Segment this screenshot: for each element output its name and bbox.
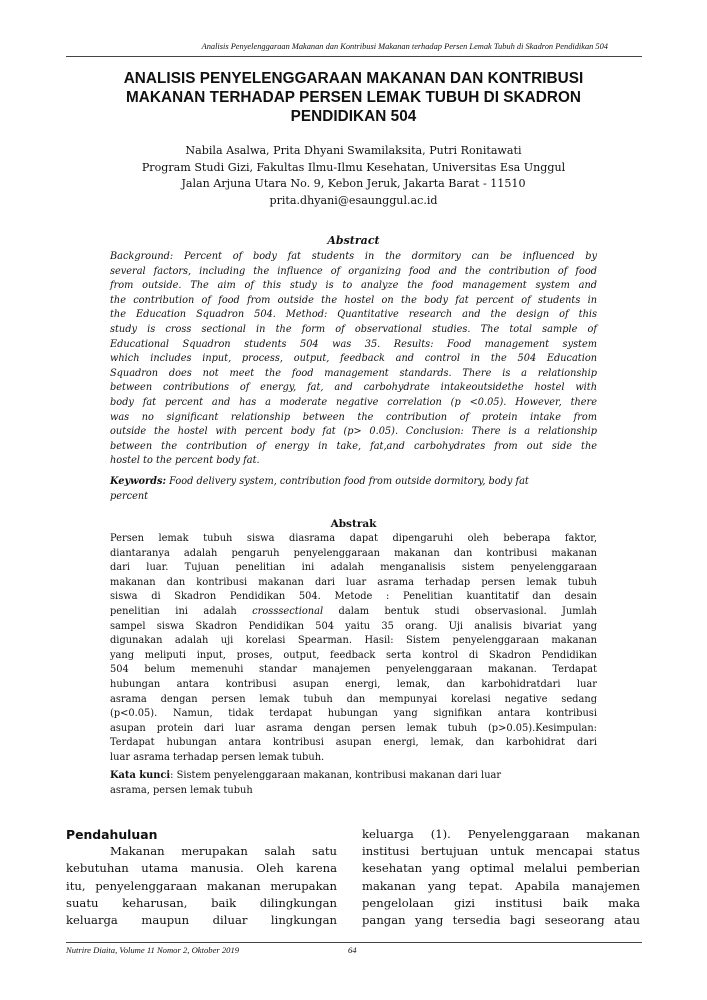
abstrak-text: dalam bentuk studi observasional. Jumlah [323,605,597,617]
abstract-body [110,250,597,469]
abstract-line: study is cross sectional in the form of observational studies. The total sample of [110,323,597,335]
body-line: makanan yang tepat. Apabila manajemen [362,878,640,893]
author-address: Jalan Arjuna Utara No. 9, Kebon Jeruk, Jakarta Barat - 11510 [181,177,526,190]
abstract-line: was no significant relationship between the contribution of protein intake from [110,411,597,423]
abstrak-text: penelitian ini adalah [110,605,253,617]
intro-left-column [66,826,337,929]
author-names: Nabila Asalwa, Prita Dhyani Swamilaksita, Putri Ronitawati [185,144,522,157]
abstract-line: outside the hostel with percent body fat (p> 0.05). Conclusion: There is a relationship [110,426,597,438]
abstrak-line: digunakan adalah uji korelasi Spearman. Hasil: Sistem penyelenggaraan makanan [110,635,597,647]
abstract-line: from outside. The aim of this study is to analyze the food management system and [110,280,597,292]
abstrak-italic-term: crosssectional [252,605,324,617]
abstrak-line: luar asrama terhadap persen lemak tubuh. [110,751,325,763]
body-line: itu, penyelenggaraan makanan merupakan [66,878,337,893]
body-line: kesehatan yang optimal melalui pemberian [362,861,640,876]
abstrak-line: (p<0.05). Namun, tidak terdapat hubungan yang signifikan antara kontribusi [110,708,597,720]
keywords-line: percent [110,490,149,502]
abstrak-line: asupan protein dari luar asrama dengan persen lemak tubuh (p>0.05).Kesimpulan: [110,722,597,734]
title-line: MAKANAN TERHADAP PERSEN LEMAK TUBUH DI SKADRON [126,89,581,106]
abstract-line: between the contribution of energy in take, fat,and carbohydrates from out side the [110,440,597,452]
abstrak-line: siswa di Skadron Pendidikan 504. Metode : Penelitian kuantitatif dan desain [110,591,597,603]
abstrak-line [110,605,597,620]
abstrak-line: makanan dan kontribusi makanan dari luar asrama terhadap persen lemak tubuh [110,576,597,588]
keywords-line [110,475,597,490]
keywords [110,475,597,504]
running-header: Analisis Penyelenggaraan Makanan dan Kontribusi Makanan terhadap Persen Lemak Tubuh di Skadron Pendidikan 504 [201,42,608,51]
abstract-line: the Education Squadron 504. Method: Quantitative research and the design of this [110,309,597,321]
abstrak-body [110,532,597,766]
body-line: Makanan merupakan salah satu [110,844,337,859]
body-line: kebutuhan utama manusia. Oleh karena [66,861,337,876]
abstract-line: which includes input, process, output, feedback and control in the 504 Education [110,353,597,365]
kata-kunci [110,769,597,798]
page-number: 64 [348,945,357,955]
kata-kunci-label: Kata kunci [110,770,171,781]
abstrak-line: dari luar. Tujuan penelitian ini adalah menganalisis sistem penyelenggaraan [110,562,597,574]
body-line: pengelolaan gizi institusi baik maka [362,895,640,910]
body-line: pangan yang tersedia bagi seseorang atau [362,913,640,928]
author-block [70,143,637,209]
abstrak-line: diantaranya adalah pengaruh penyelenggaraan makanan dan kontribusi makanan [110,547,597,559]
title-line: PENDIDIKAN 504 [290,108,417,125]
title-line: ANALISIS PENYELENGGARAAN MAKANAN DAN KONTRIBUSI [123,70,584,87]
abstrak-line: Terdapat hubungan antara kontribusi asupan energi, lemak, dan karbohidrat dari [110,737,597,749]
abstrak-line: hubungan antara kontribusi asupan energi, lemak, dan karbohidratdari luar [110,678,597,690]
journal-footer: Nutrire Diaita, Volume 11 Nomor 2, Oktober 2019 [66,945,240,955]
abstrak-line: asrama dengan persen lemak tubuh dan mempunyai korelasi negative sedang [110,693,597,705]
intro-right-column [362,826,640,929]
abstract-line: Background: Percent of body fat students in the dormitory can be influenced by [110,251,597,262]
body-line: suatu keharusan, baik dilingkungan [66,895,337,910]
header-rule [66,56,642,57]
keywords-label: Keywords: [110,476,167,487]
body-line: keluarga maupun diluar lingkungan [66,913,337,928]
footer-rule [66,942,642,943]
abstrak-line: Persen lemak tubuh siswa diasrama dapat dipengaruhi oleh beberapa faktor, [110,533,597,544]
body-line: institusi bertujuan untuk mencapai status [362,844,640,859]
abstract-line: Squadron does not meet the food management standards. There is a relationship [110,367,597,379]
abstract-line: between contributions of energy, fat, and carbohydrate intakeoutsidethe hostel with [110,382,597,394]
abstract-line: Educational Squadron students 504 was 35. Results: Food management system [110,338,597,350]
body-line: keluarga (1). Penyelenggaraan makanan [362,827,640,841]
abstrak-line: sampel siswa Skadron Pendidikan 504 yaitu 35 orang. Uji analisis bivariat yang [110,620,597,632]
author-affiliation: Program Studi Gizi, Fakultas Ilmu-Ilmu Kesehatan, Universitas Esa Unggul [141,160,566,174]
abstrak-line: yang meliputi input, proses, output, feedback serta kontrol di Skadron Pendidikan [110,649,597,661]
abstract-line: hostel to the percent body fat. [110,455,260,467]
kata-kunci-line: asrama, persen lemak tubuh [110,784,253,796]
abstract-line: the contribution of food from outside the hostel on the body fat percent of students in [110,294,597,306]
abstract-line: several factors, including the influence of organizing food and the contribution of food [110,265,597,277]
abstract-heading: Abstract [327,234,380,247]
section-heading-pendahuluan: Pendahuluan [66,827,158,842]
kata-kunci-text: : Sistem penyelenggaraan makanan, kontribusi makanan dari luar [170,770,502,781]
keywords-text: Food delivery system, contribution food from outside dormitory, body fat [166,476,529,487]
author-email: prita.dhyani@esaunggul.ac.id [269,193,438,207]
paper-title [70,69,637,126]
abstrak-heading: Abstrak [330,518,377,530]
kata-kunci-line [110,769,597,784]
abstract-line: body fat percent and has a moderate negative correlation (p <0.05). However, there [110,396,597,408]
abstrak-line: 504 belum memenuhi standar manajemen penyelenggaraan makanan. Terdapat [110,664,597,676]
